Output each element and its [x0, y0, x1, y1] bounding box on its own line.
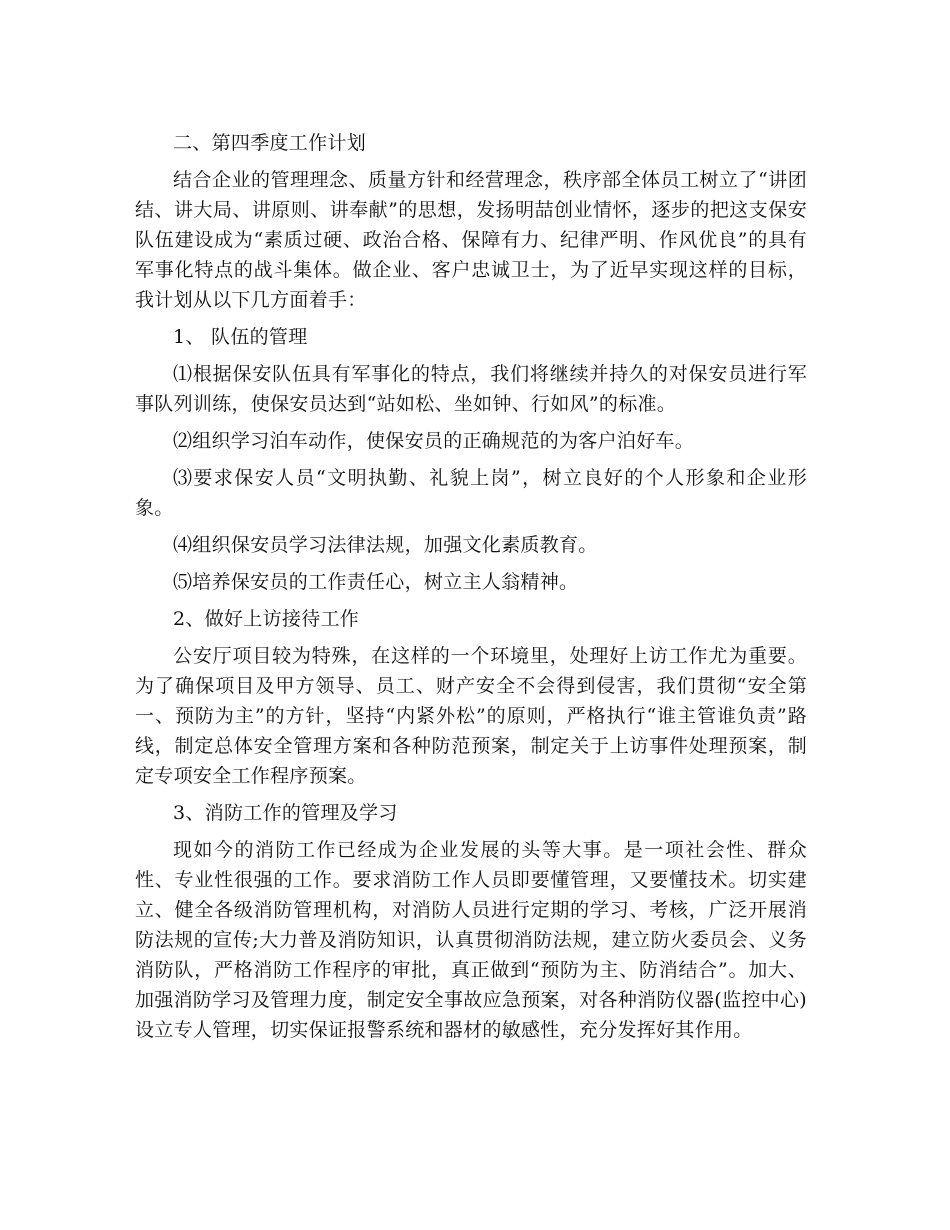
- subheading-fire-safety: 3、消防工作的管理及学习: [173, 802, 398, 824]
- list-item-responsibility: ⑸培养保安员的工作责任心，树立主人翁精神。: [173, 571, 579, 593]
- list-item-civilized-duty: ⑶要求保安人员“文明执勤、礼貌上岗”，树立良好的个人形象和企业形象。: [135, 467, 807, 519]
- list-item-parking-training: ⑵组织学习泊车动作，使保安员的正确规范的为客户泊好车。: [173, 430, 695, 452]
- paragraph-fire-safety: 现如今的消防工作已经成为企业发展的头等大事。是一项社会性、群众性、专业性很强的工作。要求消防工作人员即要懂管理，又要懂技术。切实建立、健全各级消防管理机构，对消防人员进行定期的学习、考核，广泛开展消防法规的宣传;大力普及消防知识，认真贯彻消防法规，建立防火委员会、义务消防队，严格消防工作程序的审批，真正做到“预防为主、防消结合”。加大、加强消防学习及管理力度，制定安全事故应急预案，对各种消防仪器(监控中心)设立专人管理，切实保证报警系统和器材的敏感性，充分发挥好其作用。: [135, 839, 807, 1041]
- subheading-petition-reception: 2、做好上访接待工作: [173, 608, 360, 630]
- section-heading-q4-plan: 二、第四季度工作计划: [173, 132, 367, 154]
- paragraph-intro: 结合企业的管理理念、质量方针和经营理念，秩序部全体员工树立了“讲团结、讲大局、讲原则、讲奉献”的思想，发扬明喆创业情怀，逐步的把这支保安队伍建设成为“素质过硬、政治合格、保障有力、纪律严明、作风优良”的具有军事化特点的战斗集体。做企业、客户忠诚卫士，为了近早实现这样的目标，我计划从以下几方面着手：: [135, 169, 807, 311]
- list-item-military-training: ⑴根据保安队伍具有军事化的特点，我们将继续并持久的对保安员进行军事队列训练，使保安员达到“站如松、坐如钟、行如风”的标准。: [135, 363, 807, 415]
- list-item-law-study: ⑷组织保安员学习法律法规，加强文化素质教育。: [173, 534, 598, 556]
- subheading-team-management: 1、 队伍的管理: [173, 326, 308, 348]
- paragraph-petition: 公安厅项目较为特殊，在这样的一个环境里，处理好上访工作尤为重要。为了确保项目及甲方领导、员工、财产安全不会得到侵害，我们贯彻“安全第一、预防为主”的方针，坚持“内紧外松”的原则，严格执行“谁主管谁负责”路线，制定总体安全管理方案和各种防范预案，制定关于上访事件处理预案，制定专项安全工作程序预案。: [135, 645, 807, 787]
- document-body: [135, 128, 807, 1052]
